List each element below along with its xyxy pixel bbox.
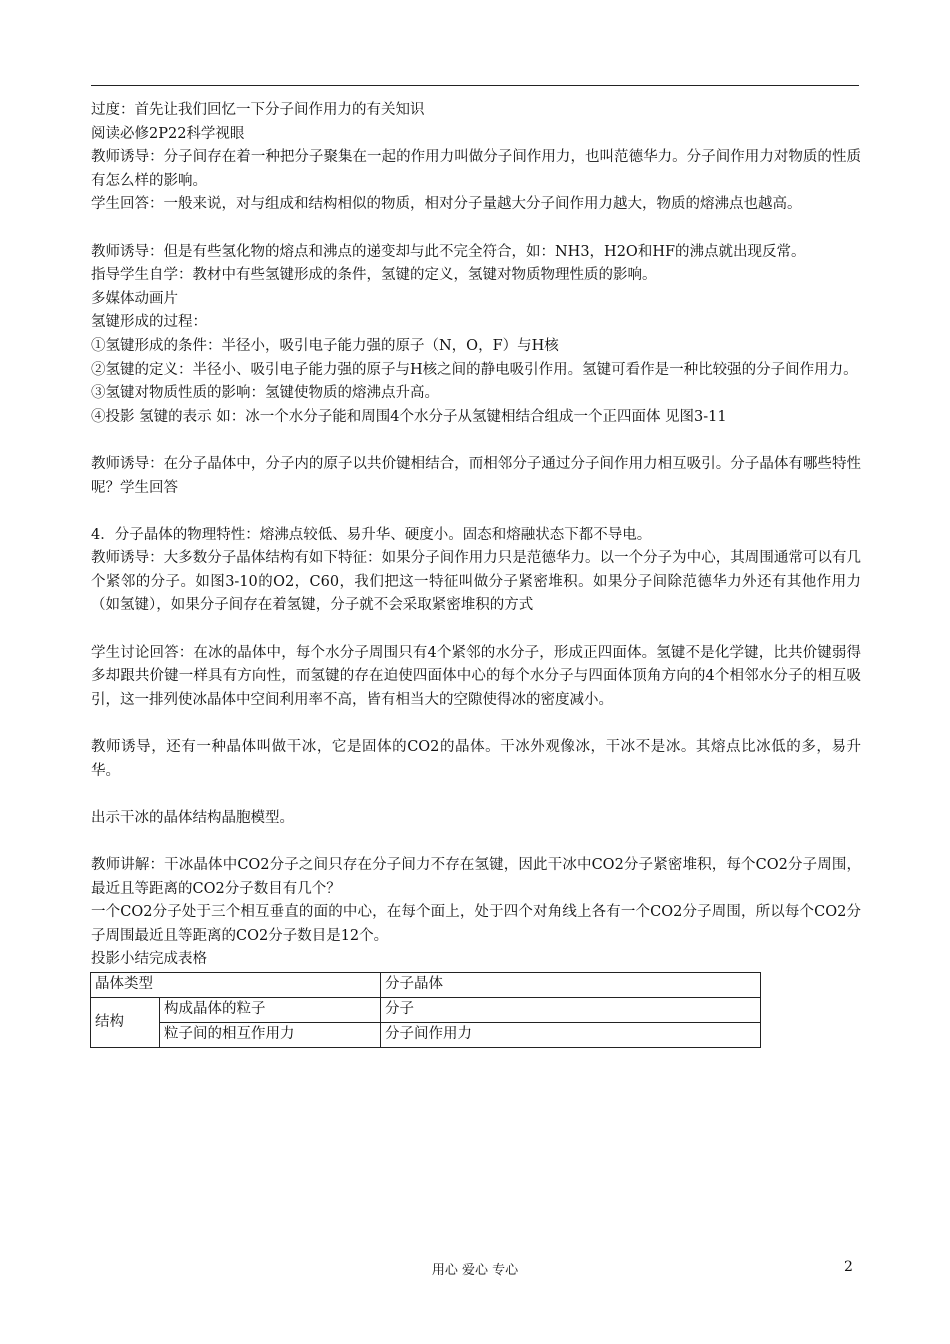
table-cell: 分子间作用力	[381, 1022, 761, 1047]
paragraph: 教师诱导：大多数分子晶体结构有如下特征：如果分子间作用力只是范德华力。以一个分子为中心，其周围通常可以有几个紧邻的分子。如图3-10的O2，C60，我们把这一特征叫做分子紧密堆积。如果分子间除范德华力外还有其他作用力（如氢键），如果分子间存在着氢键，分子就不会采取紧密堆积的方式	[91, 550, 861, 614]
paragraph: 指导学生自学：教材中有些氢键形成的条件，氢键的定义，氢键对物质物理性质的影响。	[91, 267, 657, 284]
paragraph-list	[91, 99, 861, 972]
paragraph: 出示干冰的晶体结构晶胞模型。	[91, 809, 294, 826]
footer-text: 用心 爱心 专心	[431, 1263, 519, 1278]
blank-line	[91, 712, 861, 736]
paragraph: 教师诱导，还有一种晶体叫做干冰，它是固体的CO2的晶体。干冰外观像冰，干冰不是冰。其熔点比冰低的多，易升华。	[91, 739, 861, 779]
document-body	[91, 99, 861, 1048]
table-group-label: 结构	[91, 997, 160, 1047]
blank-line	[91, 783, 861, 807]
paragraph: 4．分子晶体的物理特性：熔沸点较低、易升华、硬度小。固态和熔融状态下都不导电。	[91, 526, 652, 543]
table-row	[91, 997, 761, 1022]
blank-line	[91, 500, 861, 524]
table-cell: 分子	[381, 997, 761, 1022]
paragraph: 过度：首先让我们回忆一下分子间作用力的有关知识	[91, 102, 425, 118]
paragraph: ③氢键对物质性质的影响：氢键使物质的熔沸点升高。	[91, 385, 439, 402]
header-rule	[91, 85, 859, 86]
table-header-cell-value: 分子晶体	[381, 972, 761, 997]
summary-table	[90, 972, 761, 1048]
paragraph: 多媒体动画片	[91, 290, 178, 307]
table-cell: 粒子间的相互作用力	[160, 1022, 381, 1047]
paragraph: ②氢键的定义：半径小、吸引电子能力强的原子与H核之间的静电吸引作用。氢键可看作是一种比较强的分子间作用力。	[91, 361, 858, 378]
table-cell: 构成晶体的粒子	[160, 997, 381, 1022]
blank-line	[91, 217, 861, 241]
table-header-cell-type: 晶体类型	[91, 972, 381, 997]
paragraph: ④投影 氢键的表示 如：冰一个水分子能和周围4个水分子从氢键相结合组成一个正四面体 见图3-11	[91, 408, 727, 425]
paragraph: 氢键形成的过程：	[91, 314, 207, 331]
paragraph: 教师讲解：干冰晶体中CO2分子之间只存在分子间力不存在氢键，因此干冰中CO2分子紧密堆积，每个CO2分子周围，最近且等距离的CO2分子数目有几个？	[91, 857, 861, 897]
paragraph: 教师诱导：分子间存在着一种把分子聚集在一起的作用力叫做分子间作用力，也叫范德华力。分子间作用力对物质的性质有怎么样的影响。	[91, 149, 861, 189]
paragraph: 一个CO2分子处于三个相互垂直的面的中心，在每个面上，处于四个对角线上各有一个CO2分子周围，所以每个CO2分子周围最近且等距离的CO2分子数目是12个。	[91, 904, 861, 944]
blank-line	[91, 830, 861, 854]
table-header-row	[91, 972, 761, 997]
paragraph: ①氢键形成的条件：半径小，吸引电子能力强的原子（N，O，F）与H核	[91, 337, 559, 354]
blank-line	[91, 429, 861, 453]
paragraph: 教师诱导：在分子晶体中，分子内的原子以共价键相结合，而相邻分子通过分子间作用力相互吸引。分子晶体有哪些特性呢？学生回答	[91, 455, 861, 496]
blank-line	[91, 618, 861, 642]
paragraph: 教师诱导：但是有些氢化物的熔点和沸点的递变却与此不完全符合，如：NH3，H2O和HF的沸点就出现反常。	[91, 243, 806, 260]
page-number: 2	[844, 1259, 853, 1275]
paragraph: 投影小结完成表格	[91, 951, 207, 968]
paragraph: 学生讨论回答：在冰的晶体中，每个水分子周围只有4个紧邻的水分子，形成正四面体。氢键不是化学键，比共价键弱得多却跟共价键一样具有方向性，而氢键的存在迫使四面体中心的每个水分子与四面体顶角方向的4个相邻水分子的相互吸引，这一排列使冰晶体中空间利用率不高，皆有相当大的空隙使得冰的密度减小。	[91, 644, 861, 708]
paragraph: 阅读必修2P22科学视眼	[91, 125, 245, 142]
paragraph: 学生回答：一般来说，对与组成和结构相似的物质，相对分子量越大分子间作用力越大，物质的熔沸点也越高。	[91, 196, 802, 213]
table-row	[91, 1022, 761, 1047]
